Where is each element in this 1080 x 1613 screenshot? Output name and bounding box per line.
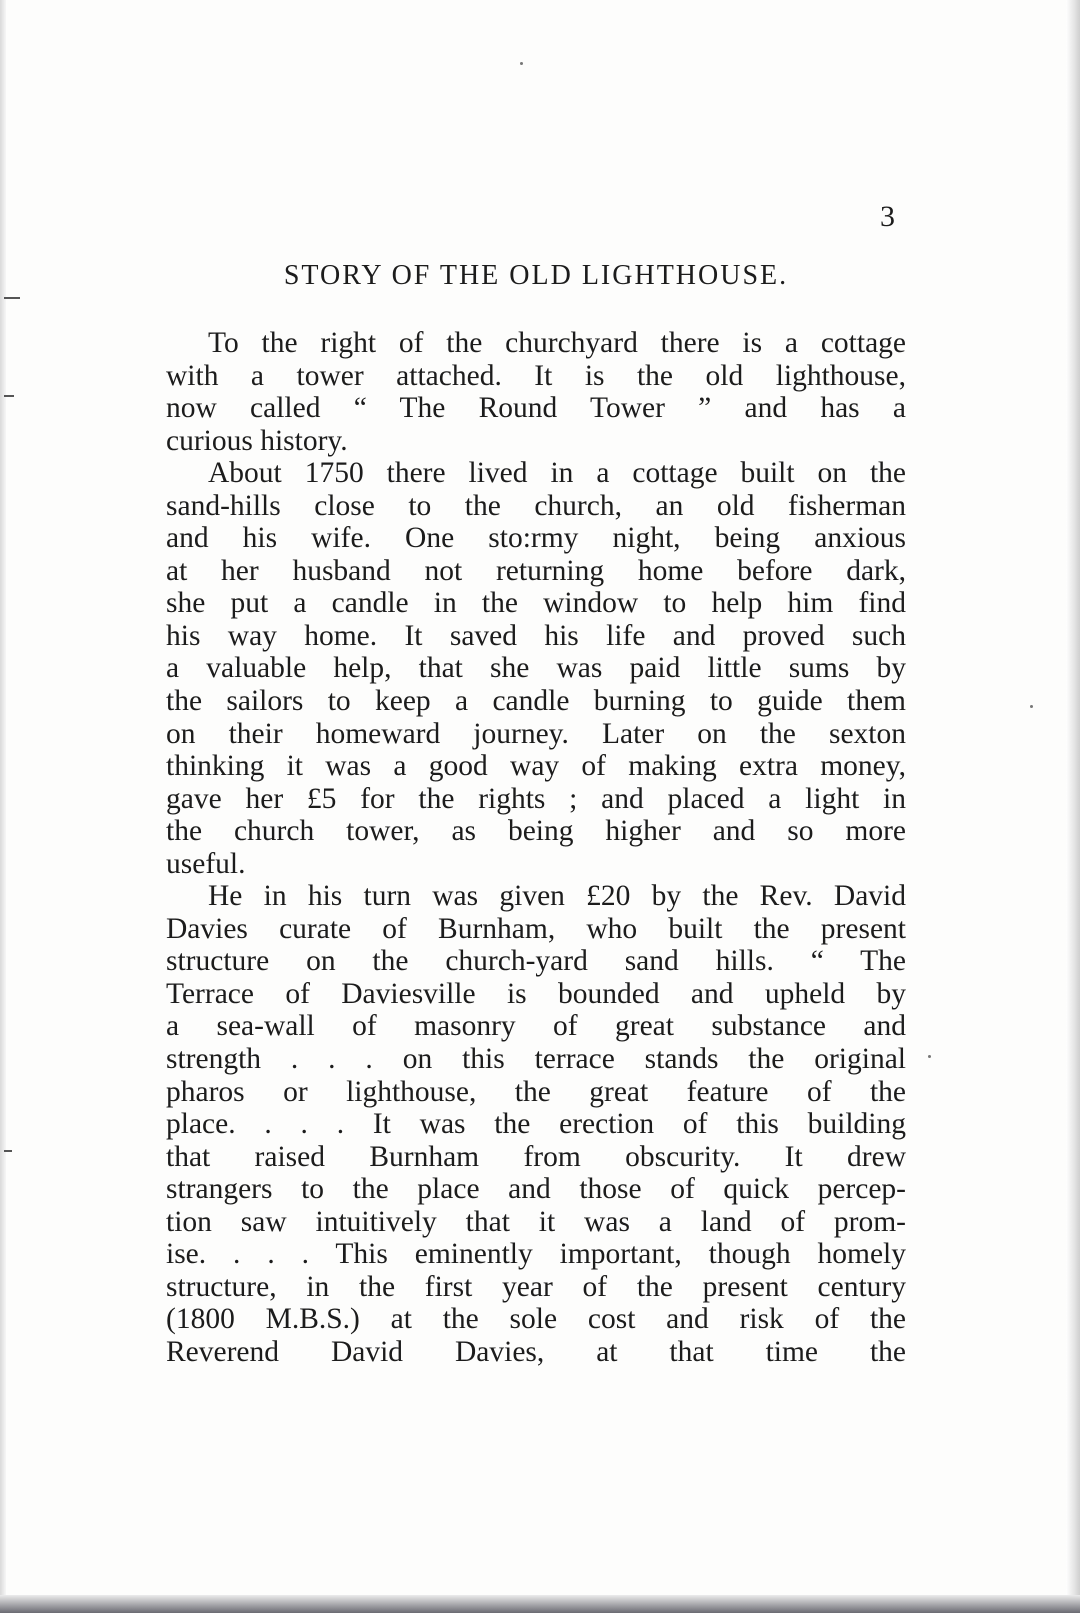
text-line: thinking it was a good way of making extra money, — [166, 750, 906, 783]
text-line: tion saw intuitively that it was a land of prom- — [166, 1205, 906, 1238]
binding-mark — [4, 1150, 12, 1152]
text-line: structure, in the first year of the present century — [166, 1270, 906, 1303]
text-line: About 1750 there lived in a cottage built on the — [208, 457, 906, 490]
text-line: a sea-wall of masonry of great substance and — [166, 1010, 906, 1043]
paper-speck — [1030, 705, 1033, 708]
text-line: at her husband not returning home before dark, — [166, 554, 906, 587]
page-title: STORY OF THE OLD LIGHTHOUSE. — [283, 260, 789, 291]
text-line: He in his turn was given £20 by the Rev. David — [208, 880, 906, 913]
text-line: Davies curate of Burnham, who built the present — [166, 912, 906, 945]
text-line: strangers to the place and those of quick percep- — [166, 1173, 906, 1206]
text-line: structure on the church-yard sand hills. “ The — [166, 945, 906, 978]
text-line: pharos or lighthouse, the great feature of the — [166, 1075, 906, 1108]
text-line: she put a candle in the window to help him find — [166, 587, 906, 620]
text-line: that raised Burnham from obscurity. It drew — [166, 1140, 906, 1173]
page-edge-bottom — [0, 1595, 1080, 1613]
text-line: with a tower attached. It is the old lighthouse, — [166, 359, 906, 392]
text-line: Reverend David Davies, at that time the — [166, 1335, 906, 1368]
text-line: his way home. It saved his life and proved such — [166, 619, 906, 652]
text-line: To the right of the churchyard there is a cottage — [208, 327, 906, 359]
text-line: useful. — [166, 847, 246, 880]
binding-mark — [4, 395, 14, 397]
text-line: Terrace of Daviesville is bounded and upheld by — [166, 977, 906, 1010]
page-edge-left — [0, 0, 6, 1613]
text-line: now called “ The Round Tower ” and has a — [166, 392, 906, 425]
text-line: a valuable help, that she was paid little sums by — [166, 652, 906, 685]
text-line: the sailors to keep a candle burning to guide them — [166, 685, 906, 718]
text-line: and his wife. One sto:rmy night, being anxious — [166, 522, 906, 555]
text-line: strength . . . on this terrace stands the original — [166, 1043, 906, 1076]
paper-speck — [520, 62, 523, 65]
paper-speck — [928, 1055, 931, 1058]
binding-mark — [4, 297, 20, 299]
text-line: (1800 M.B.S.) at the sole cost and risk of the — [166, 1303, 906, 1336]
body-text — [166, 327, 906, 1369]
page-edge-right — [1066, 0, 1080, 1613]
text-line: place. . . . It was the erection of this building — [166, 1108, 906, 1141]
text-line: on their homeward journey. Later on the sexton — [166, 717, 906, 750]
text-line: curious history. — [166, 424, 348, 457]
text-line: gave her £5 for the rights ; and placed a light in — [166, 782, 906, 815]
text-line: the church tower, as being higher and so more — [166, 815, 906, 848]
text-line: sand-hills close to the church, an old fisherman — [166, 489, 906, 522]
text-line: ise. . . . This eminently important, though homely — [166, 1238, 906, 1271]
page-number: 3 — [880, 200, 895, 233]
